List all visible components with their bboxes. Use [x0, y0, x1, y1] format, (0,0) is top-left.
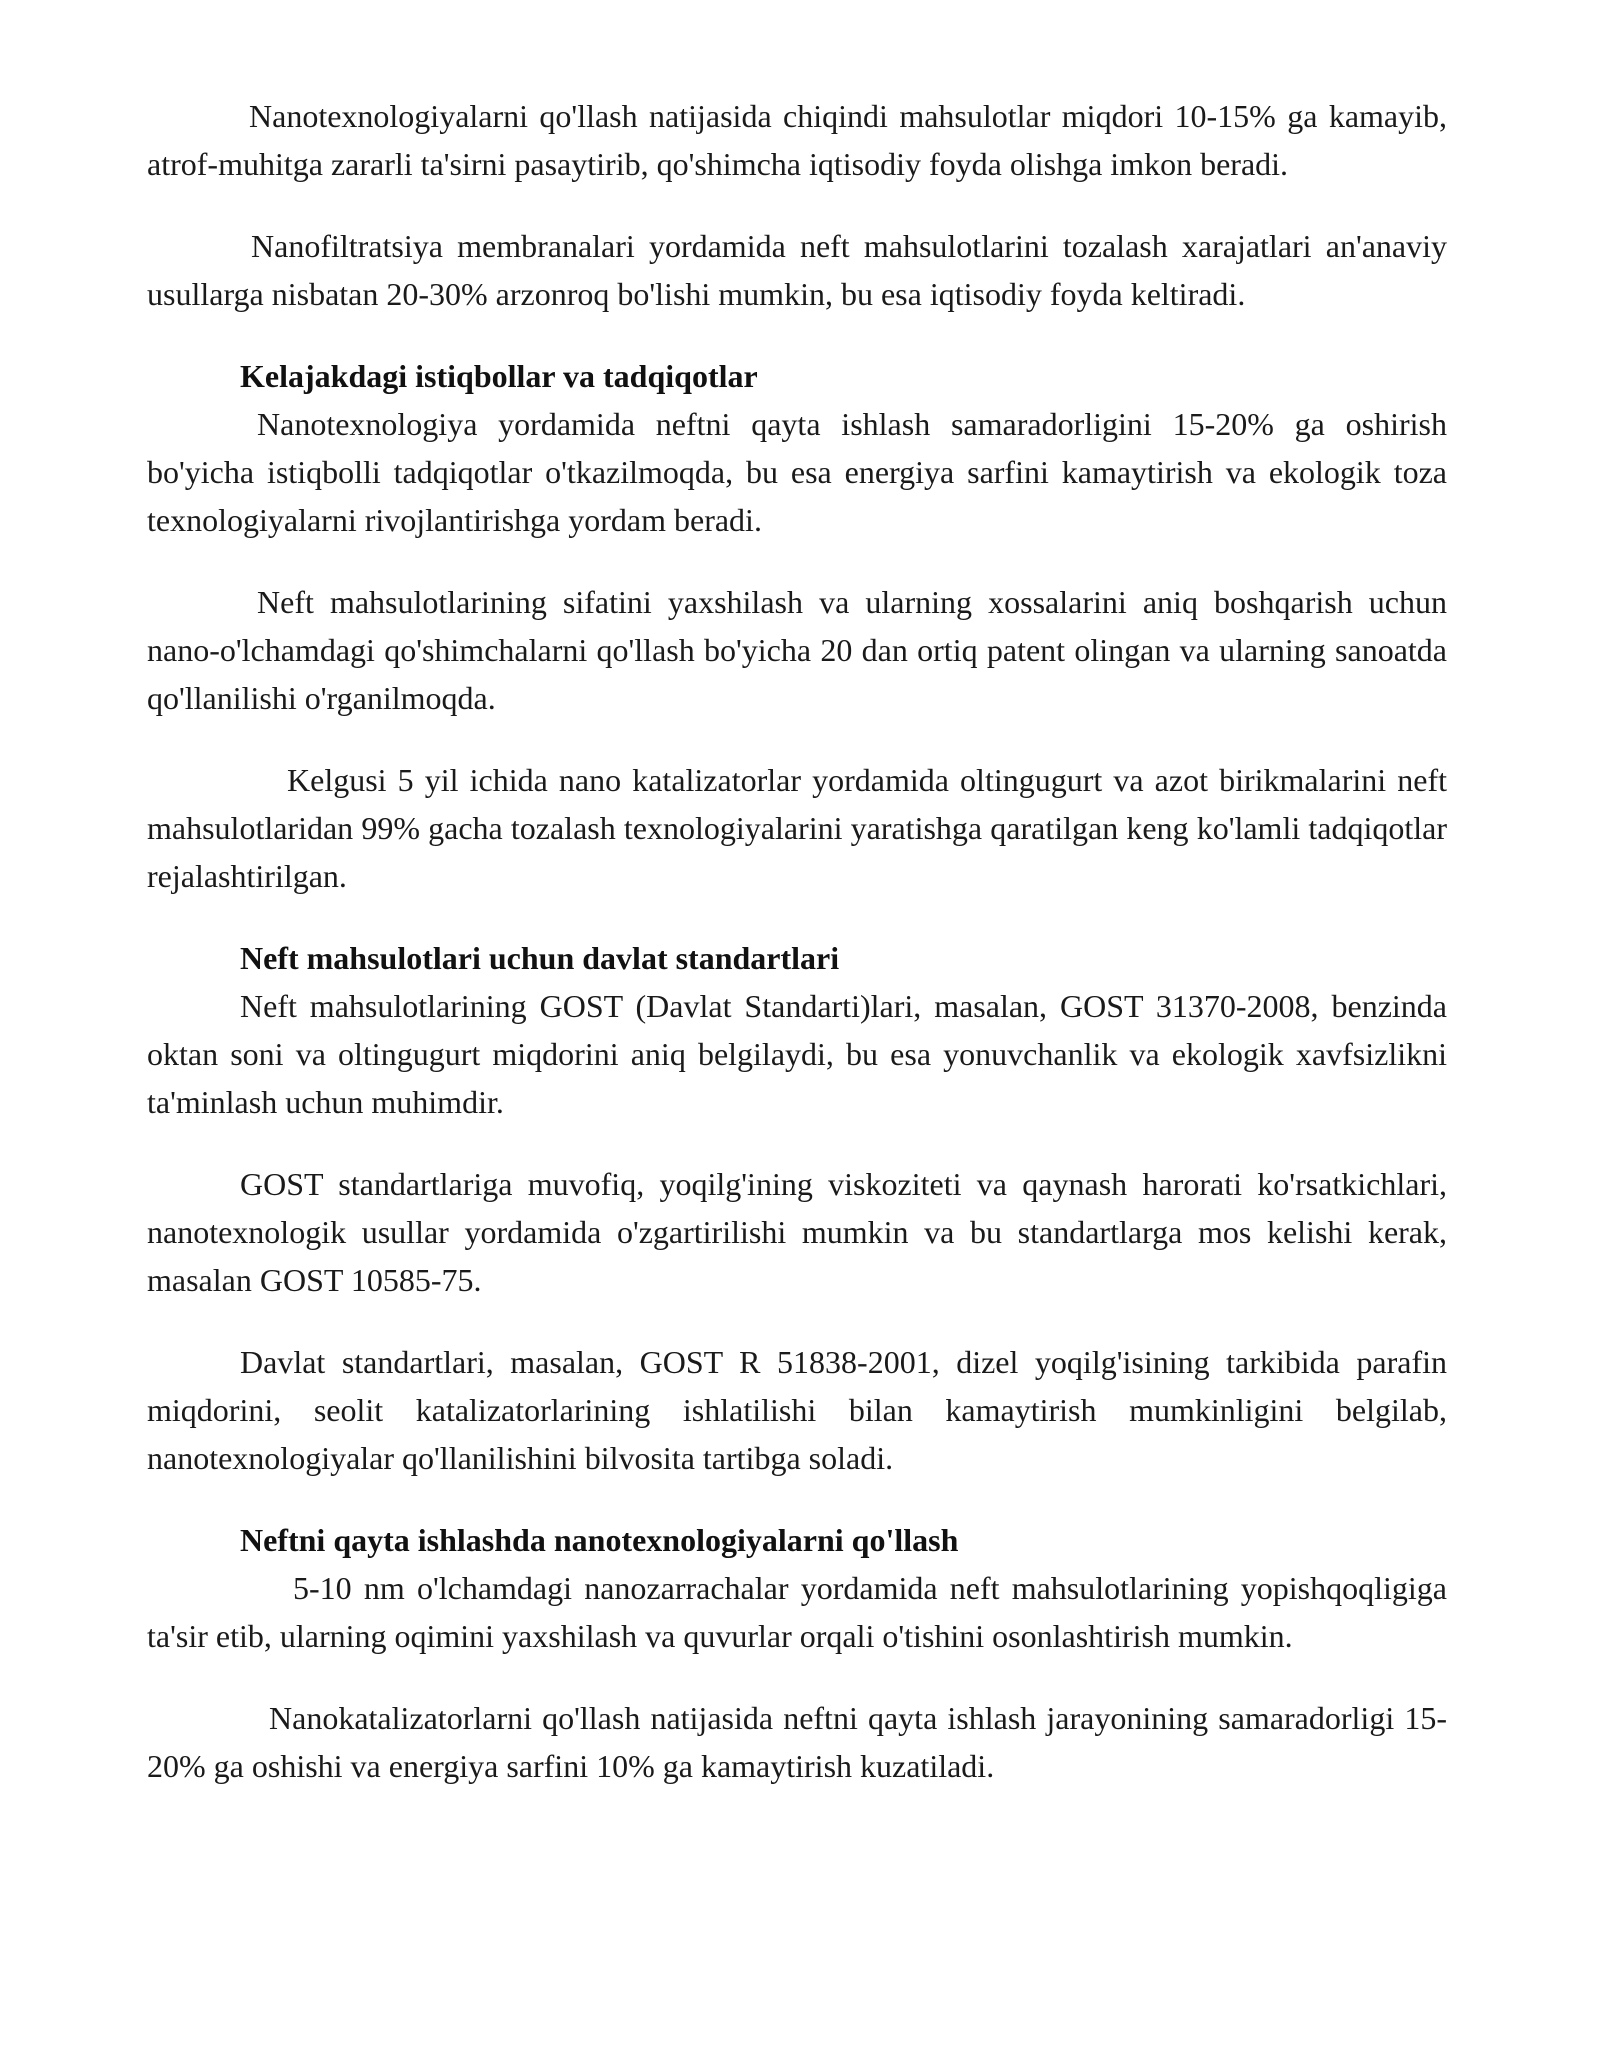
paragraph-gost-10585: GOST standartlariga muvofiq, yoqilg'ining viskoziteti va qaynash harorati ko'rsatkichlari, nanotexnologik usullar yordamida o'zgartirilishi mumkin va bu standartlarga mos kelishi kerak, masalan GOST 10585-75.: [147, 1166, 1447, 1298]
paragraph-gost-r-51838: Davlat standartlari, masalan, GOST R 51838-2001, dizel yoqilg'isining tarkibida parafin miqdorini, seolit katalizatorlarining ishlatilishi bilan kamaytirish mumkinligini belgilab, nanotexnologiyalar qo'llanilishini bilvosita tartibga soladi.: [147, 1344, 1447, 1476]
document-page: [147, 92, 1447, 1790]
heading-state-standards: Neft mahsulotlari uchun davlat standartlari: [240, 940, 840, 976]
paragraph-gost-31370: Neft mahsulotlarining GOST (Davlat Standarti)lari, masalan, GOST 31370-2008, benzinda oktan soni va oltingugurt miqdorini aniq belgilaydi, bu esa yonuvchanlik va ekologik xavfsizlikni ta'minlash uchun muhimdir.: [147, 988, 1447, 1120]
paragraph-waste-reduction: Nanotexnologiyalarni qo'llash natijasida chiqindi mahsulotlar miqdori 10-15% ga kamayib, atrof-muhitga zararli ta'sirni pasaytirib, qo'shimcha iqtisodiy foyda olishga imkon beradi.: [147, 98, 1447, 182]
paragraph-nanocatalysts: Nanokatalizatorlarni qo'llash natijasida neftni qayta ishlash jarayonining samaradorligi 15-20% ga oshishi va energiya sarfini 10% ga kamaytirish kuzatiladi.: [147, 1700, 1447, 1784]
heading-future-prospects: Kelajakdagi istiqbollar va tadqiqotlar: [240, 358, 758, 394]
paragraph-nanofiltration: Nanofiltratsiya membranalari yordamida neft mahsulotlarini tozalash xarajatlari an'anaviy usullarga nisbatan 20-30% arzonroq bo'lishi mumkin, bu esa iqtisodiy foyda keltiradi.: [147, 228, 1447, 312]
heading-nanotech-application: Neftni qayta ishlashda nanotexnologiyalarni qo'llash: [240, 1522, 959, 1558]
paragraph-future-research: Kelgusi 5 yil ichida nano katalizatorlar yordamida oltingugurt va azot birikmalarini neft mahsulotlaridan 99% gacha tozalash texnologiyalarini yaratishga qaratilgan keng ko'lamli tadqiqotlar rejalashtirilgan.: [147, 762, 1447, 894]
paragraph-nanoparticles: 5-10 nm o'lchamdagi nanozarrachalar yordamida neft mahsulotlarining yopishqoqligiga ta'sir etib, ularning oqimini yaxshilash va quvurlar orqali o'tishini osonlashtirish mumkin.: [147, 1570, 1447, 1654]
paragraph-refining-efficiency: Nanotexnologiya yordamida neftni qayta ishlash samaradorligini 15-20% ga oshirish bo'yicha istiqbolli tadqiqotlar o'tkazilmoqda, bu esa energiya sarfini kamaytirish va ekologik toza texnologiyalarni rivojlantirishga yordam beradi.: [147, 406, 1447, 538]
paragraph-patents: Neft mahsulotlarining sifatini yaxshilash va ularning xossalarini aniq boshqarish uchun nano-o'lchamdagi qo'shimchalarni qo'llash bo'yicha 20 dan ortiq patent olingan va ularning sanoatda qo'llanilishi o'rganilmoqda.: [147, 584, 1447, 716]
